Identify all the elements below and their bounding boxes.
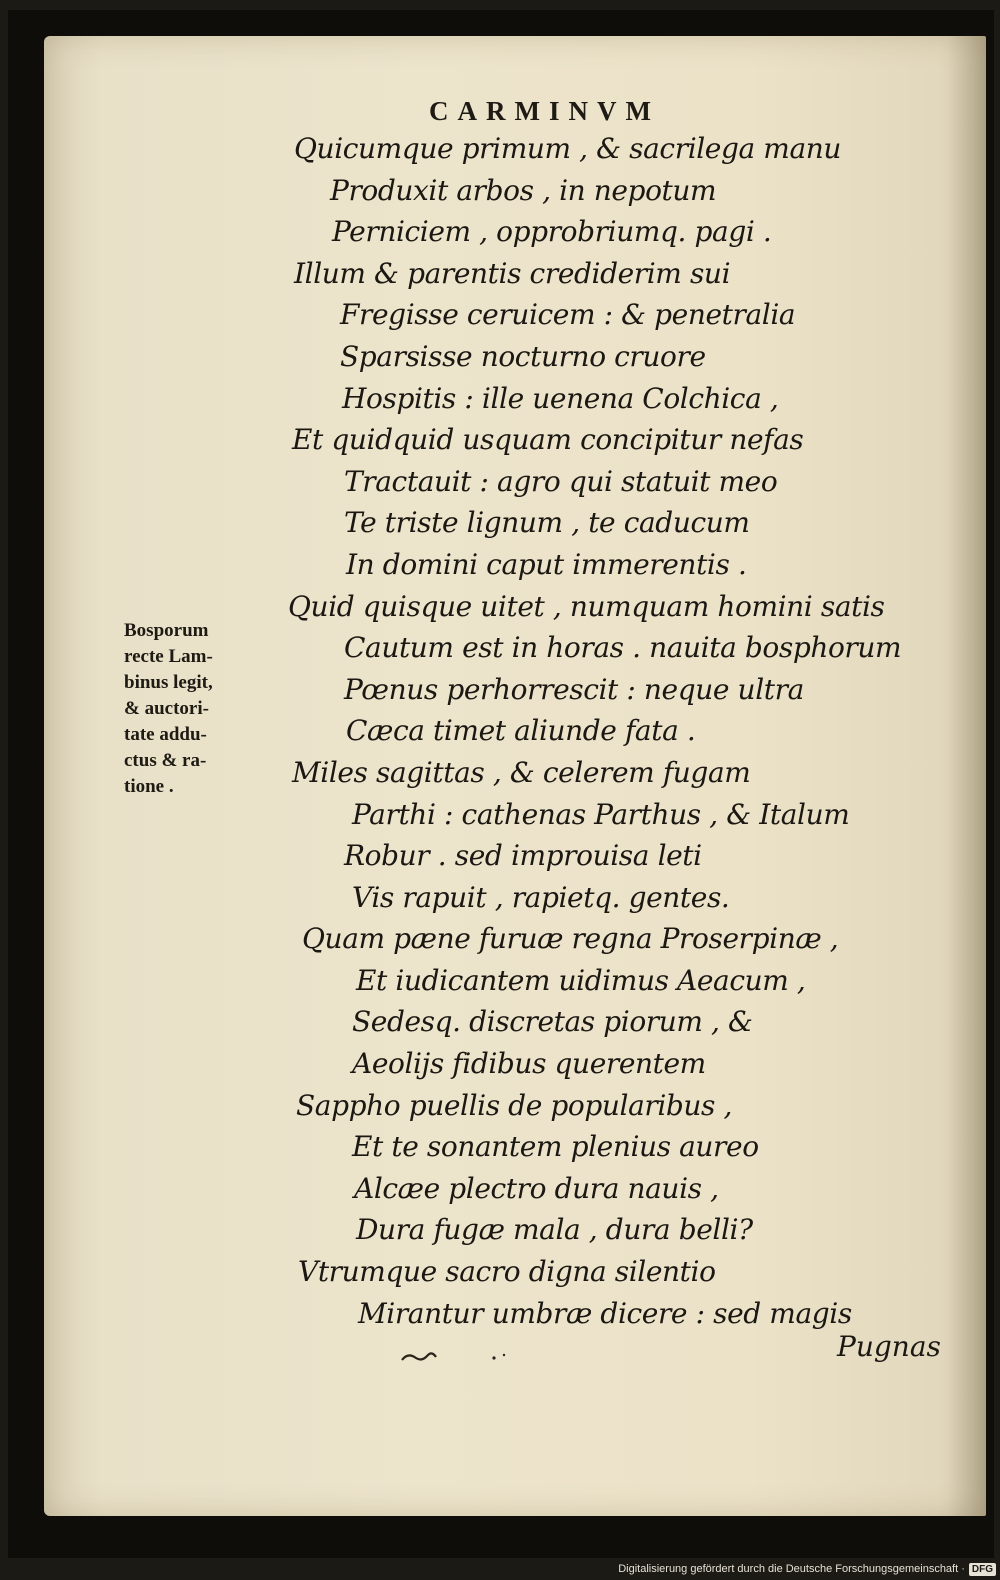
verse-line: Sparsisse nocturno cruore [340, 339, 706, 373]
verse-line: Dura fugæ mala , dura belli? [356, 1213, 753, 1247]
verse-line: Quam pæne furuæ regna Proserpinæ , [302, 922, 839, 956]
catchword: Pugnas [837, 1330, 941, 1363]
page-edge-shadow [948, 36, 986, 1516]
verse-line: Cautum est in horas . nauita bosphorum [344, 631, 902, 665]
marginal-note-line: & auctori- [124, 698, 209, 719]
verse-line: Sedesq. discretas piorum , & [352, 1005, 753, 1039]
marginal-note-line: ctus & ra- [124, 750, 207, 771]
book-page [44, 36, 986, 1516]
verse-line: Vtrumque sacro digna silentio [298, 1255, 716, 1289]
verse-line: Mirantur umbræ dicere : sed magis [358, 1296, 852, 1330]
footer-text: Digitalisierung gefördert durch die Deutsche Forschungsgemeinschaft · [618, 1563, 965, 1575]
verse-line: Miles sagittas , & celerem fugam [292, 755, 751, 789]
verse-line: Cæca timet aliunde fata . [346, 714, 696, 748]
verse-line: Quid quisque uitet , numquam homini satis [288, 589, 885, 623]
marginal-note-line: binus legit, [124, 672, 213, 693]
marginal-note-line: tione . [124, 776, 174, 797]
verse-line: Robur . sed improuisa leti [344, 839, 702, 873]
verse-line: In domini caput immerentis . [346, 547, 747, 581]
ornament-mark [394, 1346, 534, 1366]
verse-line: Aeolijs fidibus querentem [352, 1047, 706, 1081]
verse-line: Pœnus perhorrescit : neque ultra [344, 672, 804, 706]
verse-line: Te triste lignum , te caducum [344, 506, 750, 540]
verse-line: Alcæe plectro dura nauis , [354, 1171, 719, 1205]
marginal-note-line: recte Lam- [124, 646, 213, 667]
verse-line: Produxit arbos , in nepotum [330, 173, 717, 207]
running-head: CARMINVM [429, 96, 660, 126]
verse-line: Et quidquid usquam concipitur nefas [292, 423, 804, 457]
verse-line: Vis rapuit , rapietq. gentes. [352, 880, 730, 914]
dfg-logo: DFG [969, 1563, 996, 1576]
verse-line: Quicumque primum , & sacrilega manu [294, 132, 841, 165]
verse-line: Parthi : cathenas Parthus , & Italum [352, 797, 850, 831]
verse-line: Sappho puellis de popularibus , [296, 1088, 733, 1122]
marginal-note-line: tate addu- [124, 724, 207, 745]
verse-line: Tractauit : agro qui statuit meo [344, 464, 778, 498]
verse-line: Fregisse ceruicem : & penetralia [340, 298, 796, 332]
marginal-note-line: Bosporum [124, 620, 209, 641]
marginal-note [124, 618, 264, 800]
digitization-footer [618, 1560, 996, 1578]
verse-line: Et te sonantem plenius aureo [352, 1130, 759, 1164]
verse-line: Perniciem , opprobriumq. pagi . [332, 215, 772, 249]
verse-line: Hospitis : ille uenena Colchica , [342, 381, 779, 415]
verse-line: Et iudicantem uidimus Aeacum , [356, 963, 806, 997]
verse-line: Illum & parentis crediderim sui [294, 256, 731, 290]
